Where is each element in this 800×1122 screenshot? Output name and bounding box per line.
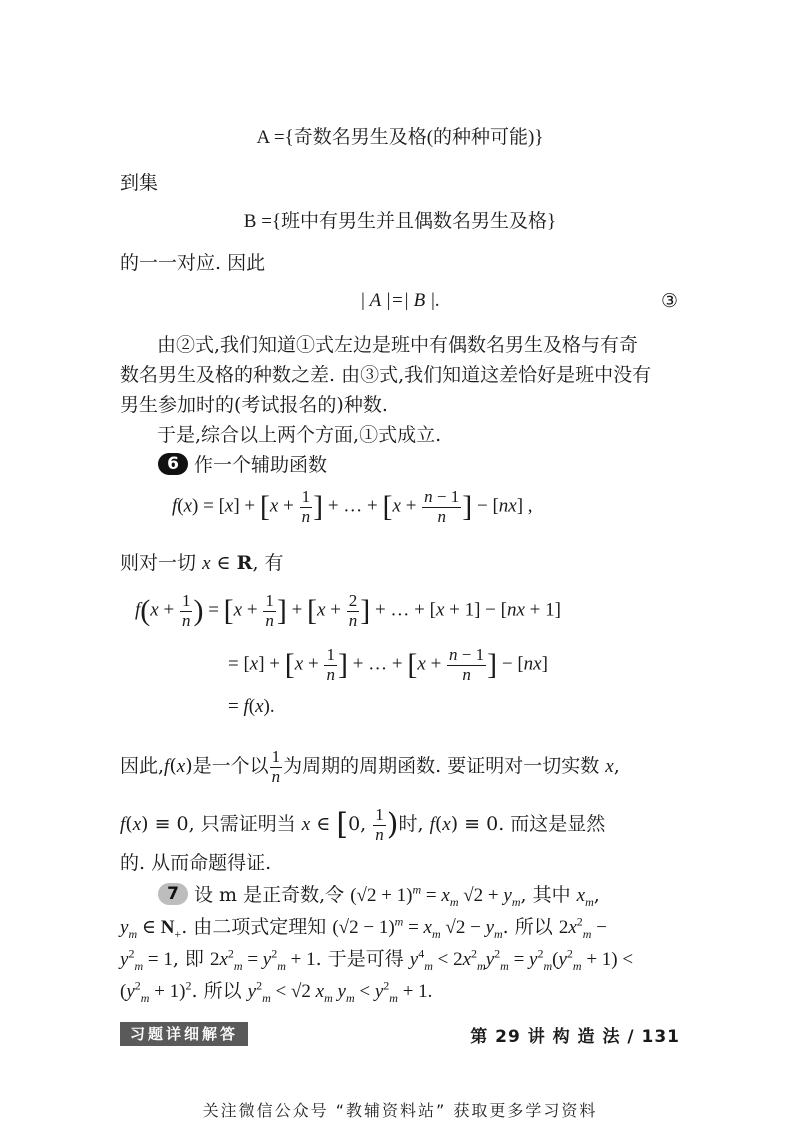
for-all-text: 则对一切	[120, 552, 197, 574]
solution-7-text-e: , 即	[172, 948, 204, 970]
solution-7-text-c: . 由二项式定理知	[181, 916, 327, 938]
period-line: 因此,f(x)是一个以 $\frac{1}{n}$ 为周期的周期函数. 要证明对一切实数 x,	[120, 747, 620, 786]
shift-equation-1: f(x + $\frac{1}{n}$ ) = [x + $\frac{1}{n}$ ] + [x + $\frac{2}{n}$ ] + … + [x + 1] − [nx + 1]	[135, 591, 561, 630]
paragraph-line-2: 数名男生及格的种数之差. 由③式,我们知道这差恰好是班中没有	[120, 364, 652, 386]
solution-7-line-2: $y_m$ ∈ $N_+$. 由二项式定理知 $(√2 - 1)^m = x_m$ $√2 - y_m$. 所以 $2x^2_m$ −	[120, 914, 607, 941]
only-text-b: 时,	[398, 813, 424, 836]
paragraph-line-3: 男生参加时的(考试报名的)种数.	[120, 394, 388, 416]
shift-equation-2: = [x] + [x + $\frac{1}{n}$ ] + … + [x + $\frac{n - 1}{n}$ ] − [nx]	[228, 645, 548, 684]
solution-7-text-g: . 所以	[191, 980, 242, 1002]
equation-3: | A |=| B |.	[360, 290, 440, 311]
conclusion-line: 的. 从而命题得证.	[120, 852, 272, 874]
text-line-2: 到集	[120, 172, 159, 194]
text-line-4: 的一一对应. 因此	[120, 252, 266, 274]
solution-7-text-f: . 于是可得	[315, 948, 404, 970]
solution-7-text-b: , 其中	[520, 884, 571, 906]
shift-equation-3: = f(x).	[228, 696, 275, 717]
footer-chapter-page: 第 29 讲 构 造 法 / 131	[470, 1027, 680, 1047]
solution-6-heading	[158, 450, 327, 477]
period-text-b: 是一个以	[192, 755, 269, 778]
equation-3-tag: ③	[660, 290, 678, 312]
for-all-line: 则对一切 x ∈ R, 有	[120, 552, 284, 574]
only-text-c: . 而这是显然	[498, 813, 606, 836]
solution-6-text: 作一个辅助函数	[194, 454, 328, 476]
solution-7-text-a: 设 m 是正奇数,令	[194, 884, 345, 906]
set-a-line: A ={奇数名男生及格(的种种可能)}	[256, 127, 544, 148]
footer-section-label: 习题详细解答	[120, 1022, 248, 1046]
paragraph-line-1: 由②式,我们知道①式左边是班中有偶数名男生及格与有奇	[157, 334, 639, 356]
solution-7-text-d: . 所以	[502, 916, 553, 938]
only-need-line: f(x) ≡ 0, 只需证明当 x ∈ [0, $\frac{1}{n}$ )时, f(x) ≡ 0. 而这是显然	[120, 805, 606, 844]
problem-number-badge: 7	[158, 883, 188, 905]
solution-7-line-1: 7 设 m 是正奇数,令 $(√2 + 1)^m = x_m$ $√2 + y_m$, 其中 $x_m$,	[158, 880, 600, 910]
aux-function-definition: f(x) = [x] + [x + $\frac{1}{n}$ ] + … + [x + $\frac{n - 1}{n}$ ] − [nx] ,	[172, 487, 533, 526]
set-b-line: B ={班中有男生并且偶数名男生及格}	[243, 211, 557, 232]
solution-7-line-3: $y^2_m = 1$, 即 $2x^2_m = y^2_m + 1$. 于是可得 $y^4_m < 2x^2_my^2_m = y^2_m(y^2_m + 1)$ <	[120, 946, 634, 973]
paragraph-line-4: 于是,综合以上两个方面,①式成立.	[157, 424, 442, 446]
bottom-watermark-note: 关注微信公众号 “教辅资料站” 获取更多学习资料	[202, 1101, 598, 1120]
solution-7-line-4: $(y^2_m + 1)^2$. 所以 $y^2_m < √2$ $x_m$ $y_m < y^2_m + 1$.	[120, 978, 433, 1005]
problem-number-badge: 6	[158, 453, 188, 475]
period-text-c: 为周期的周期函数. 要证明对一切实数	[283, 755, 600, 778]
for-all-have-text: , 有	[252, 552, 284, 574]
only-text-a: , 只需证明当	[188, 813, 296, 836]
period-text-a: 因此,	[120, 755, 165, 778]
